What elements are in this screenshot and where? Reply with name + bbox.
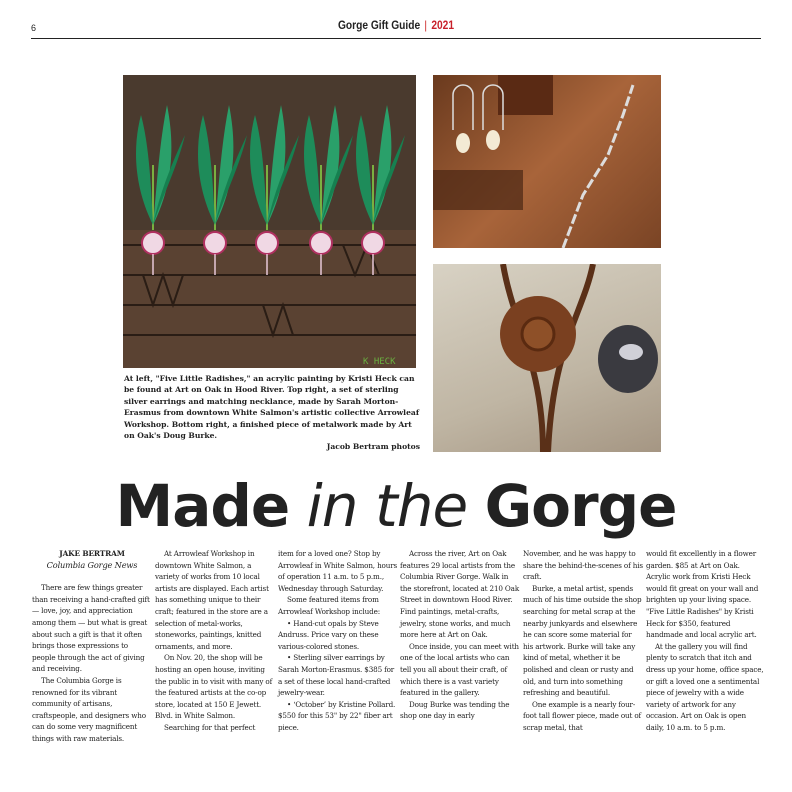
list-item: • ‘October’ by Kristine Pollard. $550 for this 53" by 22" fiber art piece.	[278, 699, 396, 732]
headline-in-the: in the	[306, 472, 468, 540]
article-column-6	[646, 548, 766, 734]
paragraph: Searching for that perfect	[164, 722, 256, 732]
list-item: • Hand-cut opals by Steve Andruss. Price vary on these various-colored stones.	[278, 618, 379, 651]
paragraph: On Nov. 20, the shop will be hosting an open house, inviting the public in to visit with many of the featured artists at the co-op store, located at 150 E Jewett. Blvd. in White Salmon.	[155, 653, 273, 721]
paragraph: November, and he was happy to share the behind-the-scenes of his craft.	[523, 549, 643, 582]
metal-flower-sculpture-photo	[433, 264, 661, 452]
silver-jewelry-photo	[433, 75, 661, 248]
caption-text: At left, "Five Little Radishes," an acrylic painting by Kristi Heck can be found at Art on Oak in Hood River. Top right, a set of sterling silver earrings and matching necklance, made by Sarah Morton-Erasmus from downtown White Salmon's artistic collective Arrowleaf Workshop. Bottom right, a finished piece of metalwork made by Art on Oak's Doug Burke.	[124, 374, 420, 441]
byline-author: JAKE BERTRAM	[59, 549, 125, 558]
paragraph: would fit excellently in a flower garden. $85 at Art on Oak. Acrylic work from Kristi Heck would fit great on your wall and brighten up your living space. "Five Little Radishes" by Kristi Heck for $350, featured handmade and local acrylic art.	[646, 549, 759, 640]
article-column-4	[400, 548, 520, 722]
paragraph: At the gallery you will find plenty to scratch that itch and dress up your home, office space, or gift a loved one a sentimental piece of jewelry with a wide variety of artwork for any occasion. Art on Oak is open daily, 10 a.m. to 5 p.m.	[646, 641, 764, 732]
article-headline	[0, 472, 792, 540]
paragraph: Doug Burke was tending the shop one day in early	[400, 699, 510, 721]
paragraph: Burke, a metal artist, spends much of his time outside the shop searching for metal scrap at the nearby junkyards and elsewhere he can score some material for his artwork. Burke will take any kind of metal, whether it be polished and clean or rusty and old, and turn into something refreshing and beautiful.	[523, 583, 642, 698]
header-separator: |	[424, 18, 428, 32]
headline-made: Made	[115, 472, 290, 540]
photo-credit: Jacob Bertram photos	[326, 442, 420, 452]
paragraph: The Columbia Gorge is renowned for its vibrant community of artisans, craftspeople, and designers who can do some very magnificent things with raw materials.	[32, 675, 146, 743]
header-year: 2021	[431, 18, 455, 32]
publication-name: Gorge Gift Guide	[337, 18, 421, 32]
radishes-painting-photo	[123, 75, 416, 368]
painting-signature: K HECK	[363, 357, 396, 367]
article-column-1	[32, 548, 152, 745]
paragraph: At Arrowleaf Workshop in downtown White Salmon, a variety of works from 10 local artists are displayed. Each artist has something unique to their craft; featured in the store are a selection of metal-works, stoneworks, paintings, knitted ornaments, and more.	[155, 549, 269, 651]
paragraph: There are few things greater than receiving a hand-crafted gift — love, joy, and appreciation among them — but what is great about such a gift is that it often brings those expressions to people through the act of giving and receiving.	[32, 583, 150, 674]
article-column-5	[523, 548, 643, 734]
article-column-3	[278, 548, 398, 734]
photo-caption	[124, 373, 420, 453]
paragraph: Some featured items from Arrowleaf Workshop include:	[278, 595, 380, 616]
paragraph: Once inside, you can meet with one of the local artists who can tell you all about their craft, of which there is a vast variety featured in the gallery.	[400, 641, 519, 698]
header-rule	[31, 38, 761, 39]
paragraph: Across the river, Art on Oak features 29 local artists from the Columbia River Gorge. Walk in the storefront, located at 210 Oak Street in downtown Hood River. Find paintings, metal-crafts, jewelry, stone works, and much more here at Art on Oak.	[400, 549, 520, 640]
paragraph: One example is a nearly four-foot tall flower piece, made out of scrap metal, that	[523, 699, 642, 732]
headline-gorge: Gorge	[484, 472, 677, 540]
paragraph: item for a loved one? Stop by Arrowleaf in White Salmon, hours of operation 11 a.m. to 5 p.m., Wednesday through Saturday.	[278, 549, 398, 593]
section-header	[59, 18, 732, 32]
list-item: • Sterling silver earrings by Sarah Morton-Erasmus. $385 for a set of these local hand-crafted jewelry-wear.	[278, 653, 395, 698]
byline-organization: Columbia Gorge News	[46, 559, 138, 570]
article-column-2	[155, 548, 275, 734]
page-number: 6	[31, 23, 37, 33]
